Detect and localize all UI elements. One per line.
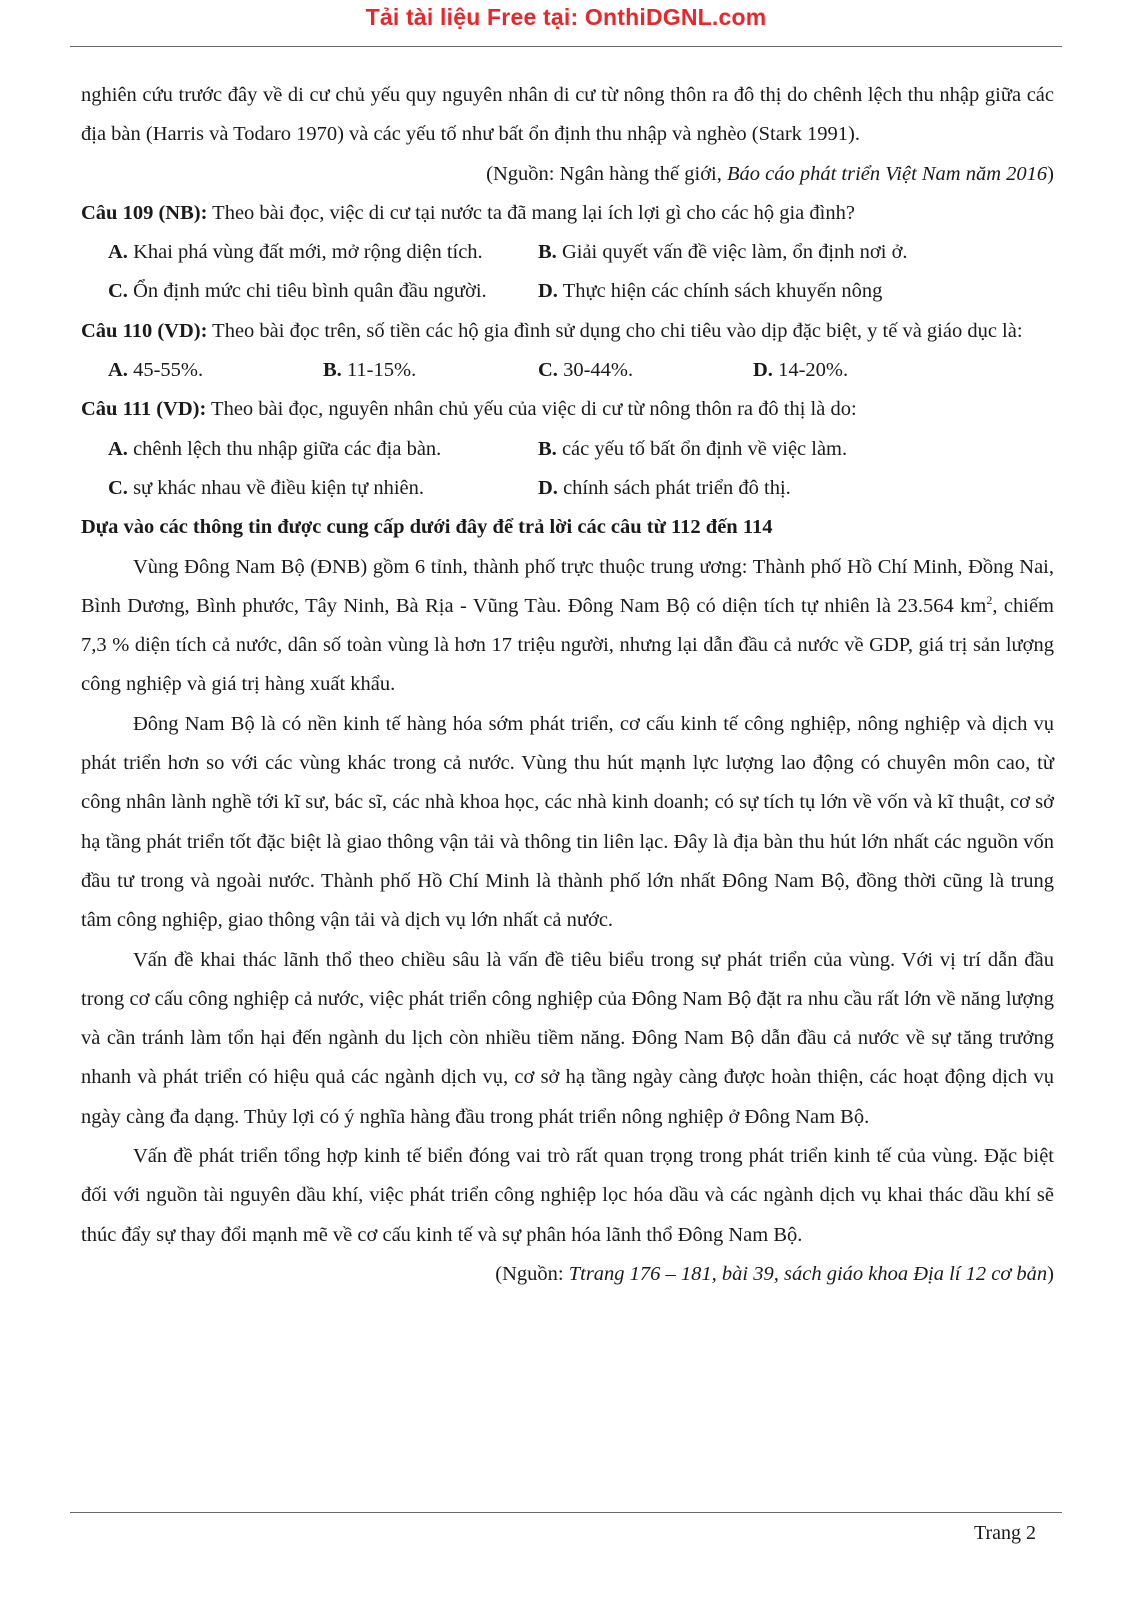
option-key: D. — [538, 476, 558, 499]
section-source-suffix: ) — [1047, 1262, 1054, 1285]
intro-source-prefix: (Nguồn: Ngân hàng thế giới, — [486, 162, 727, 185]
superscript-2: 2 — [986, 592, 993, 607]
option-a — [108, 351, 323, 390]
option-d — [753, 351, 968, 390]
page-number: Trang 2 — [973, 1522, 1036, 1544]
option-text: sự khác nhau về điều kiện tự nhiên. — [127, 476, 424, 499]
option-d — [538, 272, 968, 311]
option-key: A. — [108, 437, 128, 460]
paragraph-4: Vấn đề phát triển tổng hợp kinh tế biển đóng vai trò rất quan trọng trong phát triển kinh tế của vùng. Đặc biệt đối với nguồn tài nguyên dầu khí, việc phát triển công nghiệp lọc hóa dầu và các ngành dịch vụ khai thác dầu khí sẽ thúc đẩy sự thay đổi mạnh mẽ về cơ cấu kinh tế và sự phân hóa lãnh thổ Đông Nam Bộ. — [81, 1145, 1054, 1246]
option-key: C. — [108, 476, 128, 499]
question-text: Theo bài đọc trên, số tiền các hộ gia đình sử dụng cho chi tiêu vào dịp đặc biệt, y tế và giáo dục là: — [207, 319, 1023, 342]
option-b — [323, 351, 538, 390]
question-110 — [81, 312, 1054, 351]
question-111 — [81, 390, 1054, 429]
intro-source-title: Báo cáo phát triển Việt Nam năm 2016 — [726, 162, 1048, 185]
options-row — [81, 351, 1054, 390]
option-text: chênh lệch thu nhập giữa các địa bàn. — [127, 437, 442, 460]
intro-paragraph: nghiên cứu trước đây về di cư chủ yếu quy nguyên nhân di cư từ nông thôn ra đô thị do chênh lệch thu nhập giữa các địa bàn (Harris và Todaro 1970) và các yếu tố như bất ổn định thu nhập và nghèo (Stark 1991). — [81, 84, 1054, 146]
section-title: Dựa vào các thông tin được cung cấp dưới đây để trả lời các câu từ 112 đến 114 — [81, 516, 773, 539]
intro-source — [81, 155, 1054, 194]
option-key: A. — [108, 359, 128, 382]
option-text: Khai phá vùng đất mới, mở rộng diện tích. — [127, 241, 483, 264]
option-key: C. — [108, 280, 128, 303]
paragraph-1-part-a: Vùng Đông Nam Bộ (ĐNB) gồm 6 tỉnh, thành phố trực thuộc trung ương: Thành phố Hồ Chí Minh, Đồng Nai, Bình Dương, Bình phước, Tây Ninh, Bà Rịa - Vũng Tàu. Đông Nam Bộ có diện tích tự nhiên là 23.564 km — [81, 555, 1054, 617]
option-text: 30-44%. — [557, 359, 634, 382]
option-text: 14-20%. — [772, 359, 849, 382]
question-label: Câu 110 (VD): — [81, 319, 208, 342]
section-source-prefix: (Nguồn: — [495, 1262, 569, 1285]
options-row — [81, 430, 1054, 469]
option-text: 45-55%. — [127, 359, 204, 382]
footer-divider — [70, 1512, 1062, 1513]
question-text: Theo bài đọc, nguyên nhân chủ yếu của việc di cư từ nông thôn ra đô thị là do: — [206, 398, 857, 421]
option-d — [538, 469, 968, 508]
options-row — [81, 469, 1054, 508]
option-text: Thực hiện các chính sách khuyến nông — [557, 280, 883, 303]
option-key: C. — [538, 359, 558, 382]
section-source — [81, 1255, 1054, 1294]
options-row — [81, 272, 1054, 311]
page-content — [81, 76, 1054, 1294]
option-key: B. — [538, 437, 557, 460]
option-key: B. — [323, 359, 342, 382]
paragraph-2: Đông Nam Bộ là có nền kinh tế hàng hóa sớm phát triển, cơ cấu kinh tế công nghiệp, nông nghiệp và dịch vụ phát triển hơn so với các vùng khác trong cả nước. Vùng thu hút mạnh lực lượng lao động có chuyên môn cao, từ công nhân lành nghề tới kĩ sư, bác sĩ, các nhà khoa học, các nhà kinh doanh; có sự tích tụ lớn về vốn và kĩ thuật, cơ sở hạ tầng phát triển tốt đặc biệt là giao thông vận tải và thông tin liên lạc. Đây là địa bàn thu hút lớn nhất các nguồn vốn đầu tư trong và ngoài nước. Thành phố Hồ Chí Minh là thành phố lớn nhất Đông Nam Bộ, đồng thời cũng là trung tâm công nghiệp, giao thông vận tải và dịch vụ lớn nhất cả nước. — [81, 712, 1054, 932]
option-text: 11-15%. — [341, 359, 417, 382]
question-109 — [81, 194, 1054, 233]
option-key: A. — [108, 241, 128, 264]
section-source-title: Ttrang 176 – 181, bài 39, sách giáo khoa Địa lí 12 cơ bản — [568, 1262, 1048, 1285]
option-b — [538, 233, 968, 272]
option-c — [108, 272, 538, 311]
paragraph-1-part-b: , chiếm 7,3 % diện tích cả nước, dân số toàn vùng là hơn 17 triệu người, nhưng lại dẫn đầu cả nước về GDP, giá trị sản lượng công nghiệp và giá trị hàng xuất khẩu. — [81, 594, 1054, 696]
option-c — [538, 351, 753, 390]
question-label: Câu 109 (NB): — [81, 201, 208, 224]
option-key: D. — [538, 280, 558, 303]
paragraph-3: Vấn đề khai thác lãnh thổ theo chiều sâu là vấn đề tiêu biểu trong sự phát triển của vùng. Với vị trí dẫn đầu trong cơ cấu công nghiệp cả nước, việc phát triển công nghiệp của Đông Nam Bộ đặt ra nhu cầu rất lớn về năng lượng và cần tránh làm tổn hại đến ngành du lịch còn nhiều tiềm năng. Đông Nam Bộ dẫn đầu cả nước về sự tăng trưởng nhanh và phát triển có hiệu quả các ngành dịch vụ, cơ sở hạ tầng ngày càng được hoàn thiện, các hoạt động dịch vụ ngày càng đa dạng. Thủy lợi có ý nghĩa hàng đầu trong phát triển nông nghiệp ở Đông Nam Bộ. — [81, 948, 1054, 1128]
option-key: D. — [753, 359, 773, 382]
option-text: chính sách phát triển đô thị. — [557, 476, 791, 499]
option-a — [108, 233, 538, 272]
option-c — [108, 469, 538, 508]
option-text: Giải quyết vấn đề việc làm, ổn định nơi ở. — [556, 241, 908, 264]
header-divider — [70, 46, 1062, 47]
header-banner[interactable]: Tải tài liệu Free tại: OnthiDGNL.com — [365, 4, 767, 30]
option-key: B. — [538, 241, 557, 264]
question-label: Câu 111 (VD): — [81, 398, 207, 421]
option-a — [108, 430, 538, 469]
intro-source-suffix: ) — [1047, 162, 1054, 185]
options-row — [81, 233, 1054, 272]
option-text: Ổn định mức chi tiêu bình quân đầu người. — [127, 280, 487, 303]
option-text: các yếu tố bất ổn định về việc làm. — [556, 437, 848, 460]
option-b — [538, 430, 968, 469]
paragraph-1 — [81, 548, 1054, 705]
question-text: Theo bài đọc, việc di cư tại nước ta đã mang lại ích lợi gì cho các hộ gia đình? — [207, 201, 855, 224]
